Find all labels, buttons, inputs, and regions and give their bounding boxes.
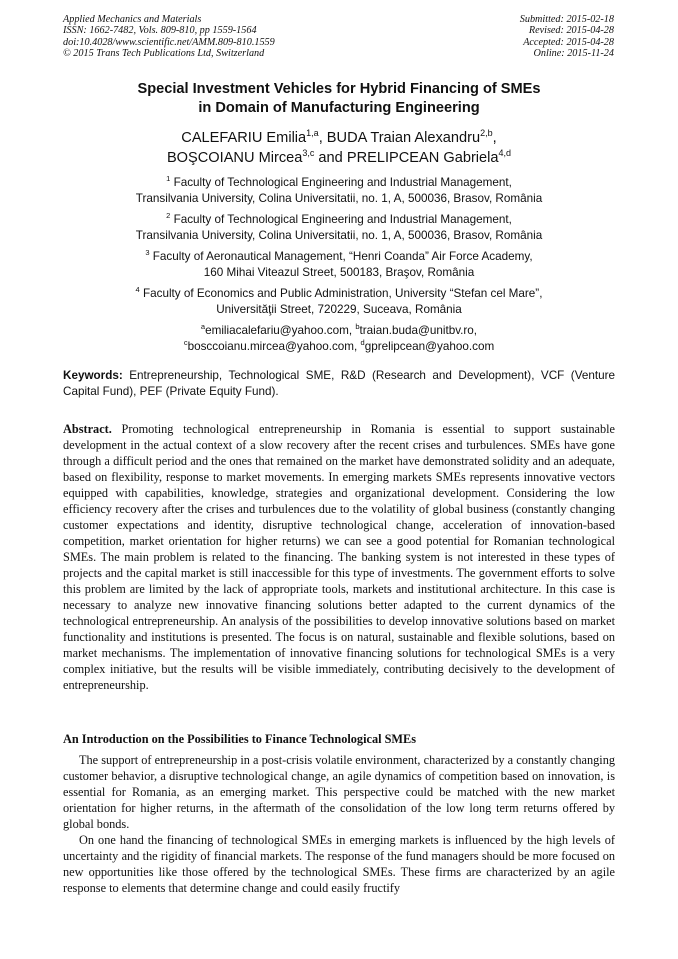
email-mark: c <box>183 337 188 347</box>
affiliation <box>63 286 615 317</box>
affiliation-number: 1 <box>166 174 171 183</box>
author-affiliation-mark: 3,c <box>302 148 315 158</box>
publication-dates <box>520 14 614 60</box>
issn-line: ISSN: 1662-7482, Vols. 809-810, pp 1559-1564 <box>63 25 257 37</box>
author-separator: , <box>318 130 327 146</box>
author-name: BOŞCOIANU Mircea <box>166 150 303 166</box>
affiliation-number: 4 <box>135 285 140 294</box>
abstract-label: Abstract. <box>63 422 112 436</box>
online-date: Online: 2015-11-24 <box>533 48 614 60</box>
affiliation-line: Faculty of Technological Engineering and Industrial Management, <box>173 213 512 226</box>
author-email: traian.buda@unitbv.ro, <box>359 324 478 337</box>
author-name: BUDA Traian Alexandru <box>326 130 481 146</box>
title-line-2: in Domain of Manufacturing Engineering <box>198 100 480 116</box>
author-emails <box>63 323 615 354</box>
paper-title <box>63 80 615 118</box>
author-separator: and <box>314 150 347 166</box>
keywords-block <box>63 368 615 399</box>
body-paragraph: On one hand the financing of technological SMEs in emerging markets is influenced by the high levels of uncertainty and the rigidity of financial markets. The response of the fund managers should be more focused on new opportunities like those offered by the technological SMEs. These firms are characterized by an agile response to elements that determine change and could easily fructify <box>63 833 615 895</box>
affiliations <box>63 175 615 354</box>
affiliation-line: Faculty of Aeronautical Management, “Henri Coanda” Air Force Academy, <box>152 250 533 263</box>
keywords-label: Keywords: <box>63 369 123 382</box>
author-line-2 <box>63 148 615 168</box>
journal-info <box>63 14 275 60</box>
revised-date: Revised: 2015-04-28 <box>528 25 614 37</box>
author-affiliation-mark: 1,a <box>306 128 319 138</box>
author-separator: , <box>492 130 497 146</box>
author-email: emiliacalefariu@yahoo.com, <box>205 324 356 337</box>
section-body <box>63 752 615 896</box>
affiliation-line: 160 Mihai Viteazul Street, 500183, Braşov, România <box>203 265 475 279</box>
author-affiliation-mark: 2,b <box>480 128 493 138</box>
affiliation-line: Faculty of Economics and Public Administration, University “Stefan cel Mare”, <box>142 287 543 300</box>
affiliation-line: Transilvania University, Colina Universitatii, no. 1, A, 500036, Brasov, România <box>135 191 543 205</box>
affiliation-number: 2 <box>166 211 171 220</box>
affiliation-line: Transilvania University, Colina Universitatii, no. 1, A, 500036, Brasov, România <box>135 228 543 242</box>
title-line-1: Special Investment Vehicles for Hybrid Financing of SMEs <box>137 81 541 97</box>
author-email: gprelipcean@yahoo.com <box>364 339 495 353</box>
affiliation-number: 3 <box>145 248 150 257</box>
doi-line: doi:10.4028/www.scientific.net/AMM.809-810.1559 <box>63 36 275 48</box>
affiliation <box>63 212 615 243</box>
affiliation <box>63 249 615 280</box>
section-heading: An Introduction on the Possibilities to Finance Technological SMEs <box>63 732 417 746</box>
abstract-block <box>63 421 615 693</box>
email-mark: d <box>360 337 365 347</box>
affiliation <box>63 175 615 206</box>
abstract-text: Promoting technological entrepreneurship in Romania is essential to support sustainable development in the actual context of a slow recovery after the recent crises and turbulences. SMEs have gone through a difficult period and the ones that remained on the market have demonstrated solidity and an adequate, based on flexibility, response to market movements. In emerging markets SMEs represents innovative vectors equipped with capabilities, knowledge, strategies and organizational development. Considering the low efficiency recovery after the crises and turbulences due to the volatility of global business (constantly changing customer expectations and identity, disruptive technological change, acceleration of innovation-based competition, market orientation for higher returns) we can see a good potential for Romanian technological SMEs. The main problem is related to the financing. The banking system is not interested in these types of projects and the capital market is still inaccessible for this type of investments. The government efforts to solve this problem are limited by the lack of appropriate tools, markets and institutional architecture. In this case is necessary to analyze new innovative financing solutions better adapted to the current dynamics of the technological entrepreneurship. An analysis of the possibilities to develop innovative solutions based on market functionality and institutions is presented. The focus is on natural, sustainable and flexible solutions, based on market mechanisms. The implementation of innovative financing solutions for technological SMEs is a very complex initiative, but the results will be visible immediately, contributing decisively to the development of entrepreneurship. <box>63 422 615 692</box>
keywords-text: Entrepreneurship, Technological SME, R&D (Research and Development), VCF (Venture Capital Fund), PEF (Private Equity Fund). <box>63 369 615 398</box>
accepted-date: Accepted: 2015-04-28 <box>523 36 614 48</box>
email-mark: a <box>200 322 206 331</box>
affiliation-line: Faculty of Technological Engineering and Industrial Management, <box>173 176 512 189</box>
author-name: CALEFARIU Emilia <box>181 130 307 146</box>
journal-name: Applied Mechanics and Materials <box>63 14 202 25</box>
author-list <box>63 128 615 168</box>
author-affiliation-mark: 4,d <box>498 148 512 158</box>
affiliation-line: Universităţii Street, 720229, Suceava, România <box>216 302 462 316</box>
copyright-line: © 2015 Trans Tech Publications Ltd, Switzerland <box>63 48 265 60</box>
body-paragraph: The support of entrepreneurship in a post-crisis volatile environment, characterized by a constantly changing customer behavior, a disruptive technological change, an agile dynamics of competition based on innovation, is essential for Romania, as an emerging market. This perspective could be matched with the new market orientation for higher returns, in the aftermath of the consolidation of the low long term returns offered by global bonds. <box>63 753 615 831</box>
author-email: bosccoianu.mircea@yahoo.com, <box>187 339 361 353</box>
author-name: PRELIPCEAN Gabriela <box>346 150 499 166</box>
author-line-1 <box>63 128 615 148</box>
email-mark: b <box>355 322 360 331</box>
submitted-date: Submitted: 2015-02-18 <box>519 14 614 25</box>
